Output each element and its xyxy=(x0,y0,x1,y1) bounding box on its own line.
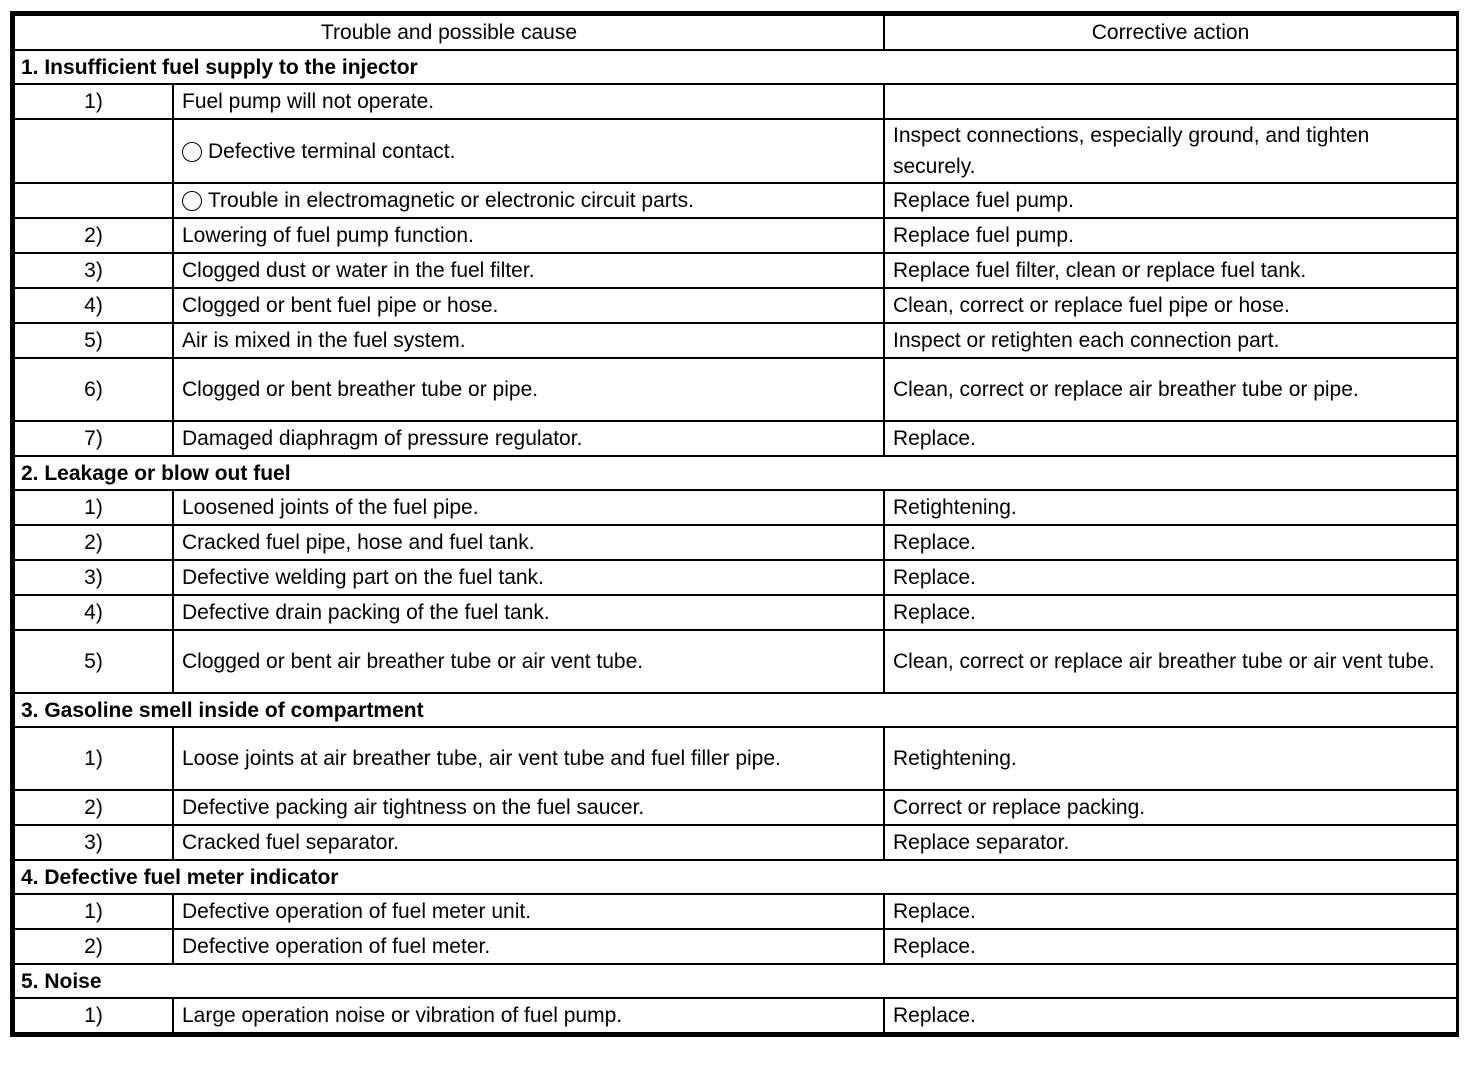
row-cause: Defective terminal contact. xyxy=(208,139,456,163)
row-number: 2) xyxy=(14,929,173,964)
section-title: 1. Insufficient fuel supply to the injector xyxy=(14,50,1457,84)
header-row xyxy=(14,15,1457,50)
table-row xyxy=(14,630,1457,693)
table-row xyxy=(14,998,1457,1033)
row-number: 2) xyxy=(14,218,173,253)
table-row xyxy=(14,825,1457,860)
table-row xyxy=(14,421,1457,456)
row-cause: Air is mixed in the fuel system. xyxy=(173,323,884,358)
row-action: Replace fuel pump. xyxy=(884,218,1457,253)
table-row xyxy=(14,525,1457,560)
row-action: Replace. xyxy=(884,998,1457,1033)
table-row xyxy=(14,595,1457,630)
circle-bullet-icon xyxy=(182,191,202,211)
row-cause-cell xyxy=(173,119,884,183)
row-action: Replace separator. xyxy=(884,825,1457,860)
row-action: Correct or replace packing. xyxy=(884,790,1457,825)
section-row xyxy=(14,50,1457,84)
table-row xyxy=(14,929,1457,964)
table-row xyxy=(14,253,1457,288)
section-title: 3. Gasoline smell inside of compartment xyxy=(14,693,1457,727)
row-cause: Trouble in electromagnetic or electronic circuit parts. xyxy=(208,189,694,212)
table-row xyxy=(14,183,1457,218)
section-row xyxy=(14,693,1457,727)
row-number xyxy=(14,119,173,183)
row-action xyxy=(884,84,1457,119)
section-row xyxy=(14,860,1457,894)
header-action: Corrective action xyxy=(884,15,1457,50)
row-cause: Defective welding part on the fuel tank. xyxy=(173,560,884,595)
troubleshooting-sheet xyxy=(10,11,1459,1037)
row-action: Replace. xyxy=(884,421,1457,456)
row-cause: Defective drain packing of the fuel tank. xyxy=(173,595,884,630)
table-row xyxy=(14,84,1457,119)
row-number: 1) xyxy=(14,727,173,790)
row-cause: Loosened joints of the fuel pipe. xyxy=(173,490,884,525)
row-action: Replace fuel filter, clean or replace fuel tank. xyxy=(884,253,1457,288)
row-cause: Defective operation of fuel meter unit. xyxy=(173,894,884,929)
row-cause: Lowering of fuel pump function. xyxy=(173,218,884,253)
row-number xyxy=(14,183,173,218)
row-cause: Clogged or bent fuel pipe or hose. xyxy=(173,288,884,323)
row-cause: Fuel pump will not operate. xyxy=(173,84,884,119)
troubleshooting-table xyxy=(13,14,1458,1034)
row-cause: Cracked fuel pipe, hose and fuel tank. xyxy=(173,525,884,560)
row-number: 3) xyxy=(14,825,173,860)
row-number: 2) xyxy=(14,525,173,560)
section-row xyxy=(14,456,1457,490)
row-cause-cell xyxy=(173,183,884,218)
row-action: Clean, correct or replace air breather tube or air vent tube. xyxy=(884,630,1457,693)
section-title: 2. Leakage or blow out fuel xyxy=(14,456,1457,490)
row-cause: Clogged or bent air breather tube or air vent tube. xyxy=(173,630,884,693)
table-row xyxy=(14,490,1457,525)
row-action: Retightening. xyxy=(884,490,1457,525)
row-number: 1) xyxy=(14,894,173,929)
row-action: Replace. xyxy=(884,560,1457,595)
section-row xyxy=(14,964,1457,998)
row-number: 5) xyxy=(14,323,173,358)
row-action: Retightening. xyxy=(884,727,1457,790)
row-number: 1) xyxy=(14,998,173,1033)
row-action: Replace. xyxy=(884,894,1457,929)
section-title: 4. Defective fuel meter indicator xyxy=(14,860,1457,894)
row-number: 3) xyxy=(14,560,173,595)
row-cause: Clogged or bent breather tube or pipe. xyxy=(173,358,884,421)
table-row xyxy=(14,323,1457,358)
row-cause: Defective packing air tightness on the fuel saucer. xyxy=(173,790,884,825)
table-row xyxy=(14,727,1457,790)
table-row xyxy=(14,790,1457,825)
row-cause: Defective operation of fuel meter. xyxy=(173,929,884,964)
row-number: 7) xyxy=(14,421,173,456)
table-row xyxy=(14,560,1457,595)
row-action: Replace. xyxy=(884,595,1457,630)
circle-bullet-icon xyxy=(182,142,202,162)
row-number: 6) xyxy=(14,358,173,421)
row-number: 2) xyxy=(14,790,173,825)
row-number: 5) xyxy=(14,630,173,693)
row-number: 3) xyxy=(14,253,173,288)
row-number: 4) xyxy=(14,595,173,630)
table-row xyxy=(14,894,1457,929)
row-action: Replace fuel pump. xyxy=(884,183,1457,218)
row-cause: Loose joints at air breather tube, air vent tube and fuel filler pipe. xyxy=(173,727,884,790)
row-number: 1) xyxy=(14,490,173,525)
row-cause: Cracked fuel separator. xyxy=(173,825,884,860)
row-action: Replace. xyxy=(884,525,1457,560)
row-number: 4) xyxy=(14,288,173,323)
header-cause: Trouble and possible cause xyxy=(14,15,884,50)
row-action: Replace. xyxy=(884,929,1457,964)
row-action: Inspect connections, especially ground, and tighten securely. xyxy=(884,119,1457,183)
table-row xyxy=(14,218,1457,253)
table-row xyxy=(14,288,1457,323)
table-row xyxy=(14,119,1457,183)
section-title: 5. Noise xyxy=(14,964,1457,998)
row-action: Clean, correct or replace air breather tube or pipe. xyxy=(884,358,1457,421)
row-number: 1) xyxy=(14,84,173,119)
row-cause: Damaged diaphragm of pressure regulator. xyxy=(173,421,884,456)
row-cause: Clogged dust or water in the fuel filter. xyxy=(173,253,884,288)
row-action: Inspect or retighten each connection part. xyxy=(884,323,1457,358)
table-row xyxy=(14,358,1457,421)
row-cause: Large operation noise or vibration of fuel pump. xyxy=(173,998,884,1033)
row-action: Clean, correct or replace fuel pipe or hose. xyxy=(884,288,1457,323)
